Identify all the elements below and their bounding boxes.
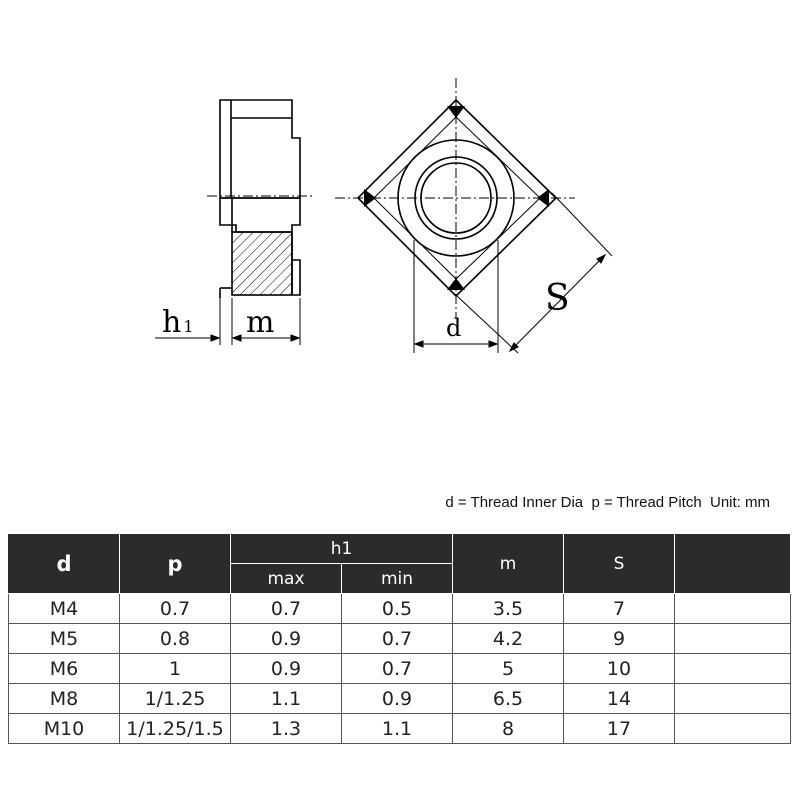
side-view [220,100,300,298]
header-h1-min: min [342,564,453,594]
cell-h1-max: 1.3 [231,714,342,744]
header-h1-max: max [231,564,342,594]
cell-extra [675,684,791,714]
cell-p: 0.7 [120,594,231,624]
cell-s: 7 [564,594,675,624]
cell-m: 8 [453,714,564,744]
cell-s: 14 [564,684,675,714]
cell-p: 1/1.25 [120,684,231,714]
cell-d: M4 [9,594,120,624]
cell-p: 0.8 [120,624,231,654]
cell-h1-max: 0.7 [231,594,342,624]
cell-p: 1/1.25/1.5 [120,714,231,744]
cell-m: 4.2 [453,624,564,654]
cell-extra [675,624,791,654]
header-extra [675,534,791,594]
dim-label-d: d [446,314,462,342]
cell-h1-min: 1.1 [342,714,453,744]
front-dimensions [414,193,612,353]
header-s: S [564,534,675,594]
cell-h1-min: 0.7 [342,624,453,654]
cell-m: 6.5 [453,684,564,714]
header-m: m [453,534,564,594]
table-row [9,594,791,624]
cell-p: 1 [120,654,231,684]
cell-m: 5 [453,654,564,684]
header-h1: h1 [231,534,453,564]
cell-s: 9 [564,624,675,654]
hatched-section [232,232,292,295]
cell-h1-max: 0.9 [231,624,342,654]
cell-extra [675,714,791,744]
table-row [9,654,791,684]
cell-extra [675,594,791,624]
header-d: d [9,534,120,594]
table-row [9,684,791,714]
cell-d: M8 [9,684,120,714]
cell-m: 3.5 [453,594,564,624]
cell-d: M6 [9,654,120,684]
cell-d: M5 [9,624,120,654]
cell-h1-max: 1.1 [231,684,342,714]
cell-h1-min: 0.7 [342,654,453,684]
cell-h1-min: 0.9 [342,684,453,714]
dim-label-s: S [545,278,570,319]
spec-table [8,533,791,744]
cell-h1-max: 0.9 [231,654,342,684]
dim-label-m: m [246,305,275,340]
cell-extra [675,654,791,684]
units-note: d = Thread Inner Dia p = Thread Pitch Unit: mm [445,494,770,511]
cell-s: 17 [564,714,675,744]
header-p: p [120,534,231,594]
dim-label-h1: h 1 [162,305,194,340]
table-row [9,624,791,654]
table-row [9,714,791,744]
cell-d: M10 [9,714,120,744]
cell-h1-min: 0.5 [342,594,453,624]
cell-s: 10 [564,654,675,684]
